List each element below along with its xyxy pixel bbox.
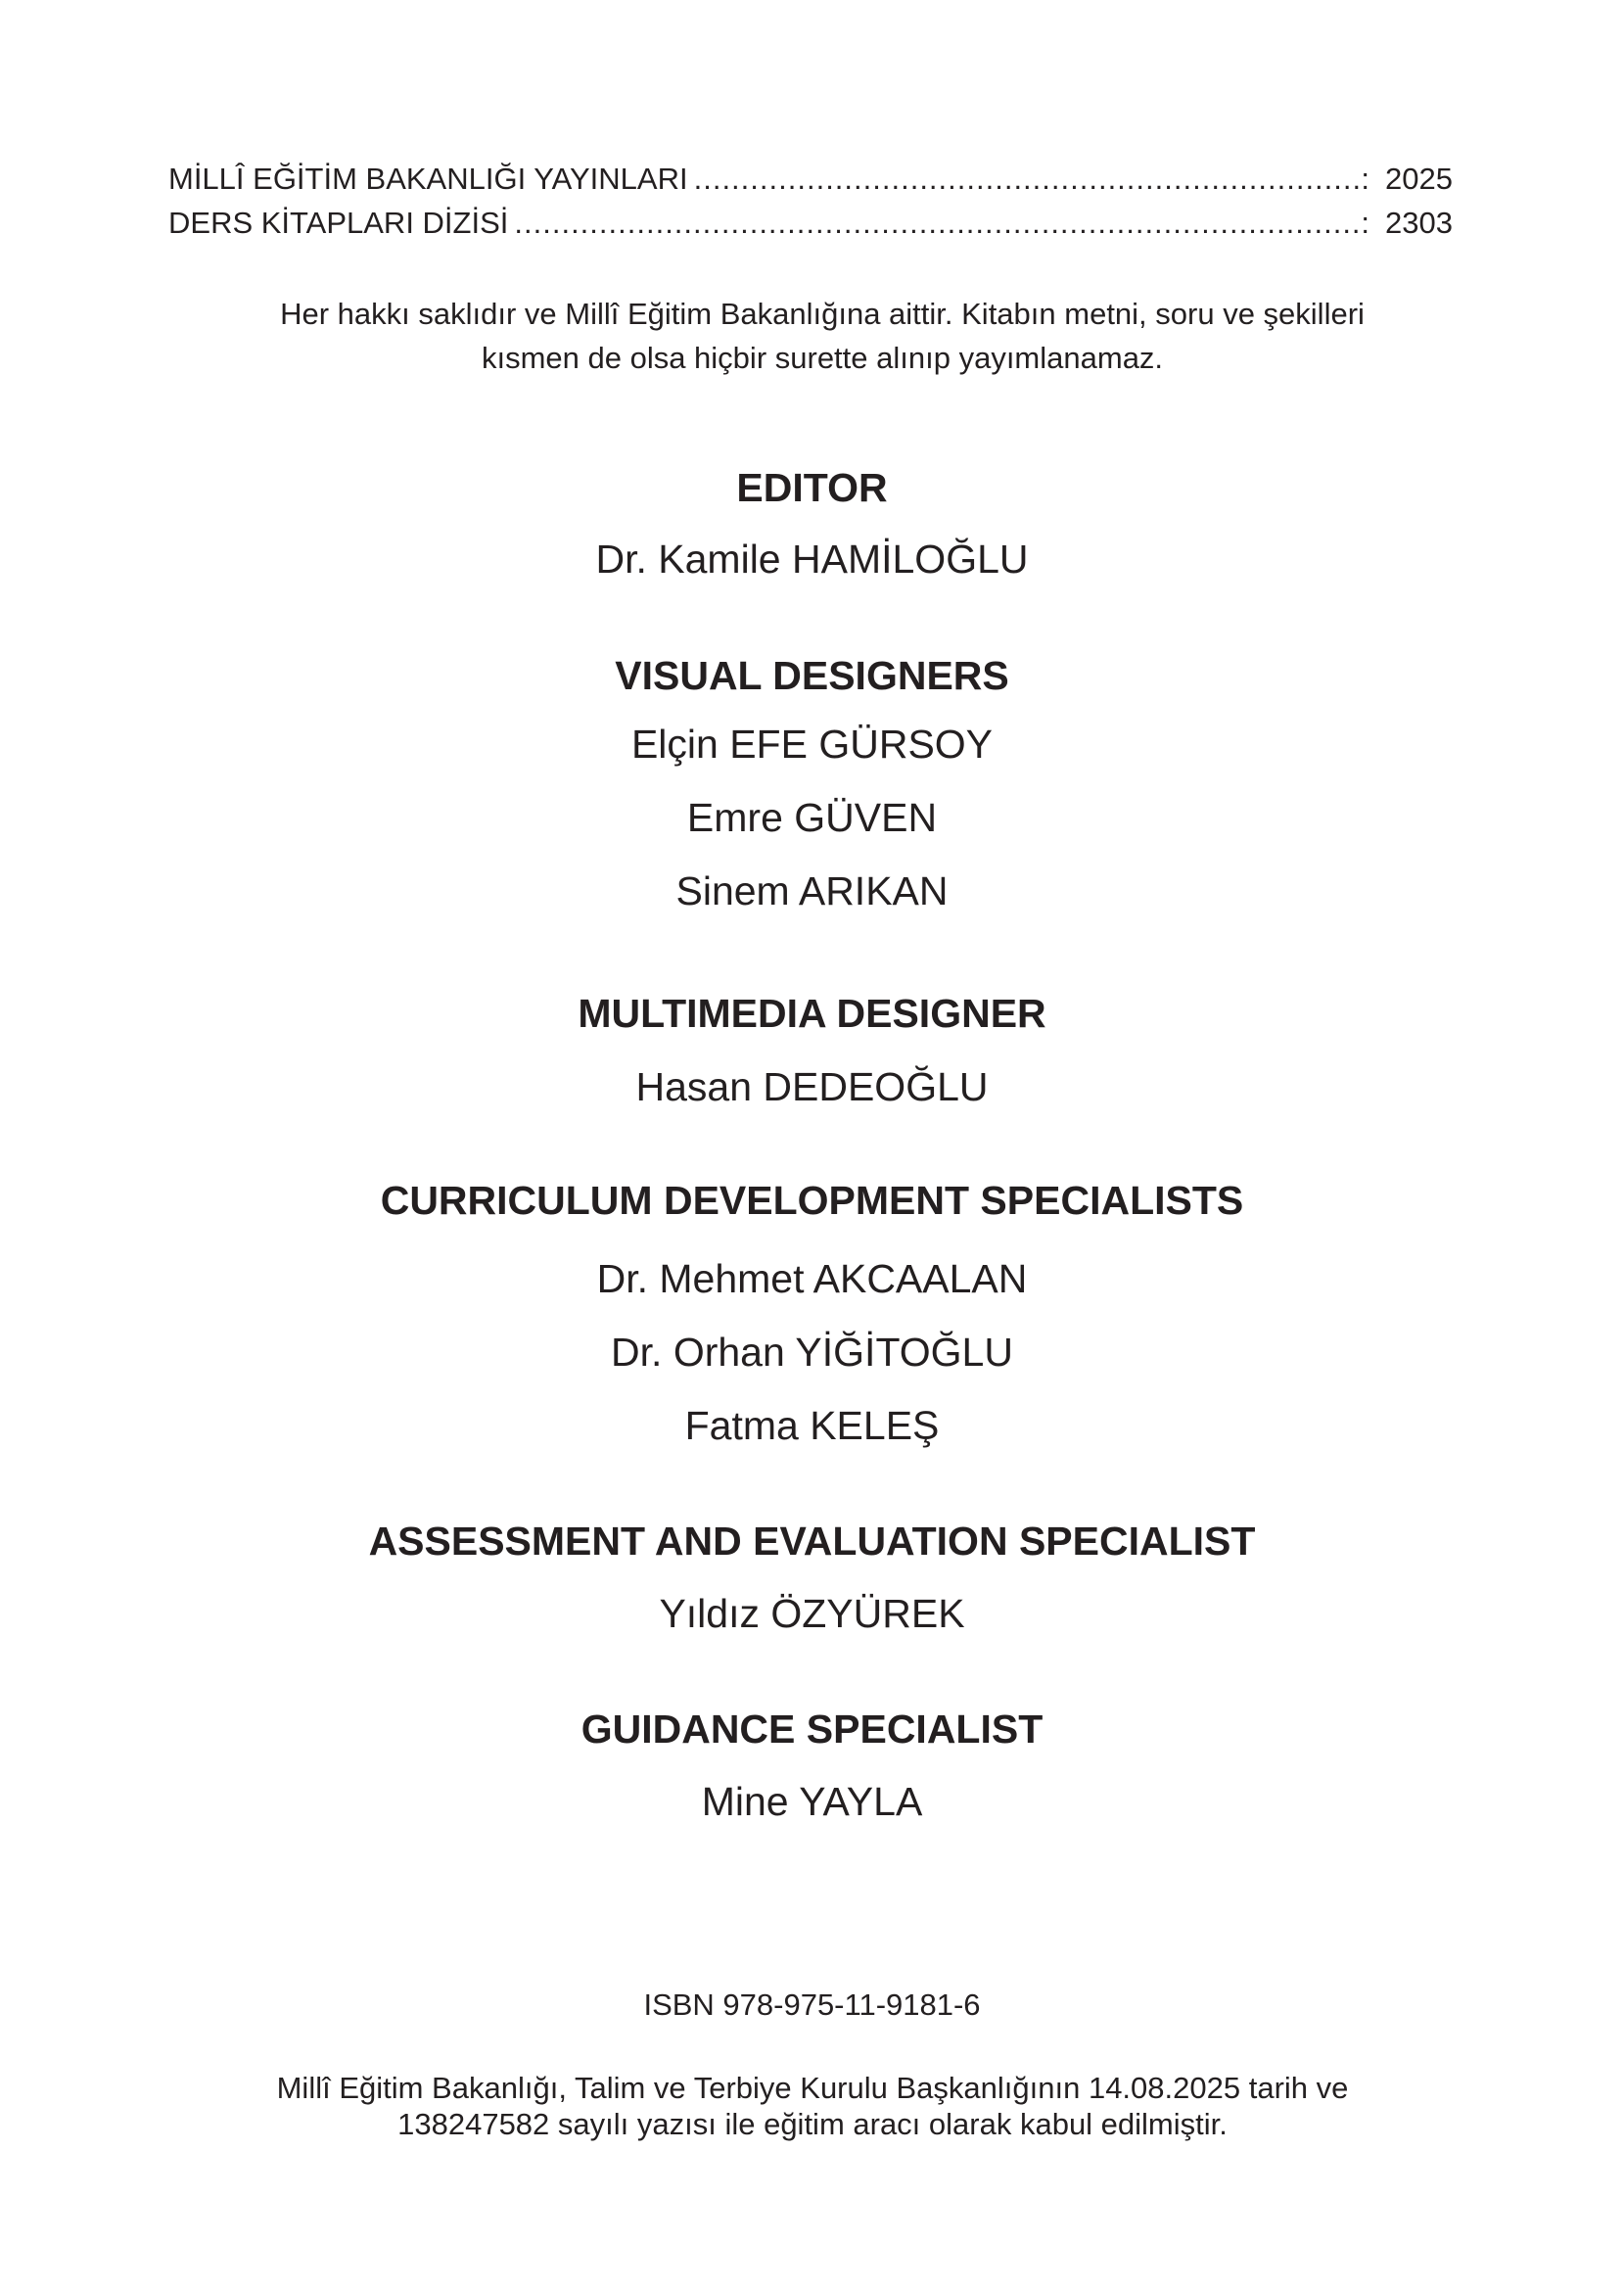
series-colon: : <box>1361 206 1370 240</box>
series-line-publications <box>168 160 1453 199</box>
guidance-heading: GUIDANCE SPECIALIST <box>580 1707 1044 1752</box>
editor-name: Dr. Kamile HAMİLOĞLU <box>595 537 1029 582</box>
curriculum-specialist-name: Dr. Orhan YİĞİTOĞLU <box>611 1330 1013 1375</box>
assessment-specialist-name: Yıldız ÖZYÜREK <box>659 1591 965 1636</box>
copyright-notice <box>196 292 1449 380</box>
series-label: DERS KİTAPLARI DİZİSİ <box>168 206 509 240</box>
approval-line: 138247582 sayılı yazısı ile eğitim aracı olarak kabul edilmiştir. <box>397 2107 1228 2141</box>
curriculum-specialist-name: Dr. Mehmet AKCAALAN <box>596 1256 1028 1301</box>
visual-designers-heading: VISUAL DESIGNERS <box>615 653 1009 698</box>
multimedia-designer-name: Hasan DEDEOĞLU <box>635 1064 989 1109</box>
series-colon: : <box>1361 162 1370 196</box>
editor-heading: EDITOR <box>736 465 888 510</box>
guidance-specialist-name: Mine YAYLA <box>701 1779 923 1824</box>
visual-designer-name: Elçin EFE GÜRSOY <box>630 722 994 767</box>
curriculum-specialist-name: Fatma KELEŞ <box>684 1403 940 1448</box>
isbn: ISBN 978-975-11-9181-6 <box>643 1987 981 2022</box>
multimedia-designer-heading: MULTIMEDIA DESIGNER <box>578 991 1046 1036</box>
approval-notice <box>176 2070 1449 2142</box>
series-line-textbooks <box>168 204 1453 243</box>
dot-leader <box>514 204 1361 243</box>
approval-line: Millî Eğitim Bakanlığı, Talim ve Terbiye Kurulu Başkanlığının 14.08.2025 tarih ve <box>276 2071 1349 2105</box>
series-number: 2303 <box>1385 206 1453 240</box>
visual-designer-name: Emre GÜVEN <box>686 795 938 840</box>
copyright-line: kısmen de olsa hiçbir surette alınıp yayımlanamaz. <box>481 341 1164 375</box>
dot-leader <box>694 160 1362 199</box>
assessment-heading: ASSESSMENT AND EVALUATION SPECIALIST <box>368 1519 1256 1564</box>
curriculum-heading: CURRICULUM DEVELOPMENT SPECIALISTS <box>380 1178 1244 1223</box>
copyright-line: Her hakkı saklıdır ve Millî Eğitim Bakanlığına aittir. Kitabın metni, soru ve şekilleri <box>280 297 1365 331</box>
series-label: MİLLÎ EĞİTİM BAKANLIĞI YAYINLARI <box>168 162 688 196</box>
series-number: 2025 <box>1385 162 1453 196</box>
visual-designer-name: Sinem ARIKAN <box>675 868 949 913</box>
